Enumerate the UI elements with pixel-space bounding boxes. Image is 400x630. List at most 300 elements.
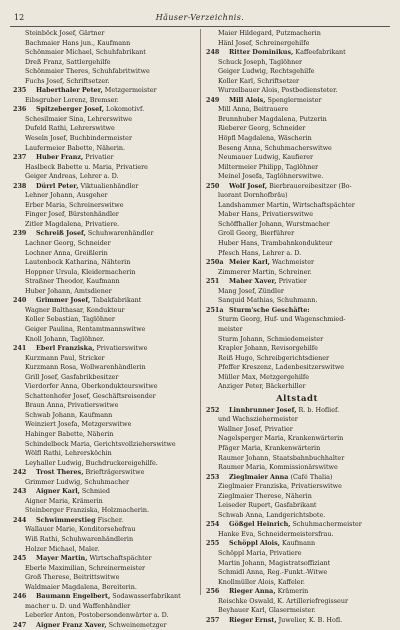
resident-line	[206, 549, 388, 559]
resident-line	[206, 144, 388, 154]
resident-line	[13, 268, 195, 278]
house-entry	[206, 520, 388, 530]
resident-line	[13, 354, 195, 364]
resident-text: Krapler Johann, Revisorgehilfe	[218, 344, 318, 353]
owner-occupation: Metzgermeister	[102, 86, 157, 95]
resident-text: Geiger Ludwig, Rechtsgehilfe	[218, 67, 315, 76]
resident-text: Meinel Josefa, Taglöhnerswitwe.	[218, 172, 324, 181]
resident-text: Groß Therese, Beitrittswitwe	[25, 573, 120, 582]
resident-text: Sturm Johann, Schmiedemeister	[218, 334, 324, 343]
owner-text	[13, 554, 195, 564]
resident-line	[206, 134, 388, 144]
resident-text: Maber Hans, Privatierswitwe	[218, 210, 314, 219]
resident-line	[206, 105, 388, 115]
resident-line	[13, 449, 195, 459]
house-entry	[13, 592, 195, 602]
house-number: 248	[206, 48, 220, 57]
owner-text	[13, 86, 195, 96]
house-entry	[13, 487, 195, 497]
resident-text: Beyhauer Karl, Glasermeister.	[218, 606, 316, 615]
house-number: 249	[206, 95, 220, 104]
house-entry	[13, 554, 195, 564]
owner-text	[13, 468, 195, 478]
resident-text: Lochner Anna, Greißlerin	[25, 248, 108, 257]
resident-line	[206, 220, 388, 230]
resident-line	[13, 611, 195, 621]
resident-text: Wiß Rathi, Schuhwarenhändlerin	[25, 534, 134, 543]
resident-text: Anziger Peter, Bäckerhiller	[218, 382, 306, 391]
resident-text: Mill Anna, Beitrauere	[218, 105, 289, 114]
resident-text: Maier Hildegard, Putzmacherin	[218, 29, 321, 37]
owner-name: Maher Xaver,	[229, 277, 277, 286]
resident-line	[13, 535, 195, 545]
house-entry	[206, 616, 388, 626]
resident-line	[206, 425, 388, 435]
resident-text: Mang Josef, Zündler	[218, 286, 284, 295]
resident-text: Kurzmann Paul, Stricker	[25, 353, 105, 362]
house-number: 256	[206, 587, 220, 596]
resident-text: Rieberer Georg, Schneider	[218, 124, 306, 133]
resident-line	[13, 172, 195, 182]
owner-occupation: Tabakfabrikant	[90, 296, 142, 305]
house-number: 254	[206, 520, 220, 529]
house-number: 251	[206, 277, 220, 286]
house-number: 240	[13, 296, 27, 305]
resident-line	[13, 144, 195, 154]
owner-text	[206, 616, 388, 626]
house-entry	[13, 105, 195, 115]
resident-line	[206, 201, 388, 211]
owner-name: Sturm'sche Geschäfte:	[229, 305, 310, 314]
house-entry	[206, 48, 388, 58]
house-number: 252	[206, 405, 220, 414]
resident-line	[13, 96, 195, 106]
resident-line	[206, 86, 388, 96]
resident-text: Martin Johann, Magistratsoffiziant	[218, 558, 331, 567]
resident-line	[206, 511, 388, 521]
resident-line	[13, 392, 195, 402]
resident-line	[206, 172, 388, 182]
resident-text: Wallner Josef, Privatier	[218, 424, 293, 433]
owner-occupation: Schmied	[79, 487, 110, 496]
resident-line	[206, 58, 388, 68]
owner-name: Baumann Engelbert,	[36, 592, 111, 601]
owner-occupation: Kaufmann	[279, 539, 316, 548]
resident-text: Wallauer Marie, Konditorsehefrau	[25, 525, 136, 534]
resident-text: Reischke Oswald, K. Artilleriefregisseur	[218, 596, 349, 605]
house-number: 250a	[206, 258, 224, 267]
resident-text: Lehner Johann, Ausgeher	[25, 191, 108, 200]
resident-line	[13, 201, 195, 211]
house-entry	[206, 587, 388, 597]
resident-text: Braun Anna, Privatierswitwe	[25, 401, 119, 410]
page-header	[10, 12, 390, 27]
resident-line	[13, 124, 195, 134]
resident-text: Haslbeck Babette u. Maria, Privatiere	[25, 162, 148, 171]
resident-text: Höpfl Magdalena, Wäscherin	[218, 134, 312, 143]
resident-text: Zimmerer Martin, Schreiner.	[218, 267, 312, 276]
resident-line	[13, 29, 195, 39]
owner-occupation: Lokomotivf.	[103, 105, 145, 114]
house-number: 244	[13, 515, 27, 524]
resident-line	[206, 77, 388, 87]
resident-line	[206, 382, 388, 392]
owner-occupation: Schweinemetzger	[106, 620, 167, 629]
house-number: 250	[206, 181, 220, 190]
owner-text	[206, 587, 388, 597]
resident-text: Bachmaier Hans jun., Kaufmann	[25, 38, 131, 47]
resident-line	[206, 415, 388, 425]
resident-line	[13, 115, 195, 125]
resident-text: Steinböck Josef, Gärtner	[25, 29, 105, 37]
resident-text: Schöffhaller Johann, Wurstmacher	[218, 219, 330, 228]
resident-line	[13, 239, 195, 249]
resident-text: Hänl Josef, Schreinergehilfe	[218, 38, 310, 47]
column-divider	[200, 29, 201, 595]
resident-line	[13, 48, 195, 58]
house-number: 235	[13, 86, 27, 95]
owner-name: Trost Theres,	[36, 468, 84, 477]
resident-line	[206, 354, 388, 364]
resident-line	[13, 506, 195, 516]
resident-text: Dreß Franz, Sattlergehilfe	[25, 57, 111, 66]
resident-line	[13, 401, 195, 411]
owner-text	[206, 473, 388, 483]
house-entry	[206, 258, 388, 268]
resident-line	[206, 124, 388, 134]
resident-text: Waldmaier Magdalena, Bereiterin.	[25, 582, 137, 591]
resident-text: Reiß Hugo, Schreibgerichtsdiener	[218, 353, 330, 362]
house-entry	[13, 182, 195, 192]
owner-name: Linnbrunner Josef,	[229, 405, 297, 414]
resident-line	[13, 440, 195, 450]
house-number: 242	[13, 468, 27, 477]
resident-line	[206, 315, 388, 325]
resident-line	[206, 335, 388, 345]
resident-text: Pfesch Hans, Lehrer a. D.	[218, 248, 302, 257]
resident-text: Schöppl Maria, Privatiere	[218, 548, 302, 557]
house-entry	[13, 468, 195, 478]
owner-name: Schreiß Josef,	[36, 229, 86, 238]
house-entry	[206, 539, 388, 549]
resident-line	[13, 163, 195, 173]
resident-line	[13, 315, 195, 325]
resident-text: Wurzelbauer Alois, Postbediensteter.	[218, 86, 338, 95]
resident-line	[206, 373, 388, 383]
resident-line	[206, 239, 388, 249]
house-number: 241	[13, 344, 27, 353]
owner-text	[13, 105, 195, 115]
resident-text: Hoppner Ursula, Kleidermacherin	[25, 267, 136, 276]
owner-occupation: Juwelier, K. B. Hofl.	[276, 615, 343, 624]
resident-line	[206, 444, 388, 454]
resident-line	[13, 335, 195, 345]
resident-text: Nagelsperger Maria, Krankenwärterin	[218, 434, 344, 443]
resident-text: Schesilmaier Sina, Lehrerswitwe	[25, 114, 133, 123]
resident-text: Landshammer Martin, Wirtschaftspächter	[218, 200, 355, 209]
resident-line	[13, 478, 195, 488]
resident-text: Groll Georg, Bierführer	[218, 229, 295, 238]
resident-text: Zieglmaier Therese, Näherin	[218, 491, 312, 500]
resident-text: Koller Sebastian, Taglöhner	[25, 315, 115, 324]
resident-text: Zieglmaier Franziska, Privatierswitwe	[218, 482, 342, 491]
resident-text: Steinberger Franziska, Holzmacherin.	[25, 506, 150, 515]
house-entry	[206, 277, 388, 287]
resident-text: Müller Max, Metzgergehilfe	[218, 372, 310, 381]
house-entry	[206, 406, 388, 416]
resident-line	[13, 249, 195, 259]
resident-text: Wölfl Rathi, Lehrersköchin	[25, 449, 112, 458]
resident-text: Sturm Georg, Huf- und Wagenschmied-	[218, 315, 346, 324]
resident-line	[13, 220, 195, 230]
owner-name: Wolf Josef,	[229, 181, 268, 190]
house-entry	[206, 96, 388, 106]
owner-occupation: Schuhwarenhändler	[85, 229, 154, 238]
resident-line	[13, 77, 195, 87]
resident-text: Straßner Theodor, Kaufmann	[25, 277, 120, 286]
resident-text: Pfeffer Kreszenz, Ladenbesitzerswitwe	[218, 363, 345, 372]
house-entry	[13, 296, 195, 306]
owner-name: Mayer Martin,	[36, 554, 88, 563]
resident-text: Leiseder Rupert, Gasfabrikant	[218, 501, 317, 510]
resident-text: Koller Karl, Schriftsetzer	[218, 76, 300, 85]
resident-line	[13, 411, 195, 421]
resident-text: Schmidl Anna, Reg.-Funkt.-Witwe	[218, 568, 328, 577]
house-number: 238	[13, 181, 27, 190]
owner-name: Rieger Anna,	[229, 587, 276, 596]
resident-text: Hanke Eva, Schneidermeistersfrau.	[218, 529, 334, 538]
resident-line	[13, 459, 195, 469]
resident-text: Weseln Josef, Buchbindermeister	[25, 134, 133, 143]
owner-occupation: Privatierswitwe	[94, 344, 148, 353]
resident-text: Sanquid Mathias, Schuhmann.	[218, 296, 318, 305]
resident-line	[13, 420, 195, 430]
resident-line	[206, 268, 388, 278]
resident-line	[13, 497, 195, 507]
owner-name: Aigner Karl,	[36, 487, 80, 496]
section-heading: Altstadt	[276, 393, 318, 404]
resident-line	[13, 134, 195, 144]
owner-text	[206, 96, 388, 106]
house-number: 246	[13, 592, 27, 601]
resident-line	[13, 602, 195, 612]
resident-text: Grimmer Ludwig, Schuhmacher	[25, 477, 130, 486]
resident-line	[206, 363, 388, 373]
resident-line	[13, 363, 195, 373]
owner-occupation: Krämerin	[275, 587, 309, 596]
resident-line	[13, 258, 195, 268]
right-column	[206, 29, 388, 625]
owner-name: Gößgel Heinrich,	[229, 520, 291, 529]
resident-text: Raumer Johann, Staatsbahnbuchhalter	[218, 453, 345, 462]
owner-occupation: Kaffeefabrikant	[293, 48, 346, 57]
resident-text: Grill Josef, Gasfabrikbesitzer	[25, 372, 119, 381]
resident-text: Schwab Anna, Landgerichtsbote.	[218, 510, 326, 519]
house-entry	[13, 153, 195, 163]
house-number: 251a	[206, 305, 224, 314]
resident-line	[13, 191, 195, 201]
resident-line	[206, 210, 388, 220]
resident-line	[206, 463, 388, 473]
resident-line	[206, 501, 388, 511]
page-number: 12	[14, 13, 25, 22]
left-column	[13, 29, 195, 630]
owner-text	[206, 277, 388, 287]
resident-line	[206, 153, 388, 163]
resident-text: Leyhaller Ludwig, Buchdruckereigehilfe.	[25, 458, 158, 467]
resident-line	[206, 249, 388, 259]
resident-text: Beseng Anna, Schuhmacherswitwe	[218, 143, 332, 152]
owner-name: Ritter Dominikus,	[229, 48, 294, 57]
resident-text: Lachner Georg, Schneider	[25, 239, 111, 248]
house-entry	[206, 473, 388, 483]
resident-line	[13, 573, 195, 583]
resident-line	[13, 277, 195, 287]
house-entry	[13, 621, 195, 630]
resident-line	[206, 568, 388, 578]
owner-name: Aigner Franz Xaver,	[36, 620, 107, 629]
resident-line	[13, 58, 195, 68]
owner-occupation: Viktualienhändler	[78, 181, 139, 190]
owner-name: Meier Karl,	[229, 258, 270, 267]
owner-text	[13, 487, 195, 497]
resident-line	[13, 287, 195, 297]
owner-text	[206, 182, 388, 192]
owner-text	[13, 229, 195, 239]
house-number: 237	[13, 153, 27, 162]
resident-text: Finger Josef, Bürstenhändler	[25, 210, 119, 219]
resident-line	[206, 39, 388, 49]
owner-text	[206, 520, 388, 530]
resident-text: Schwab Johann, Kaufmann	[25, 410, 113, 419]
resident-text: Geiger Paulina, Rentamtmannswitwe	[25, 324, 146, 333]
owner-occupation: Wachmeister	[269, 258, 315, 267]
house-entry	[206, 182, 388, 192]
resident-line	[13, 545, 195, 555]
resident-text: Vierdorfer Anna, Oberkondukteurswitwe	[25, 382, 158, 391]
owner-name: Zieglmaier Anna	[229, 472, 289, 481]
resident-line	[13, 430, 195, 440]
owner-text	[13, 592, 195, 602]
resident-text: Erber Maria, Schreinerswitwe	[25, 200, 124, 209]
resident-text: Geiger Andreas, Lehrer a. D.	[25, 172, 119, 181]
house-number: 247	[13, 620, 27, 629]
resident-text: Fuchs Josef, Schriftsetzer.	[25, 76, 110, 85]
resident-text: luorant Dornhofbräu)	[218, 191, 288, 200]
resident-text: Schuck Joseph, Taglöhner	[218, 57, 303, 66]
resident-line	[13, 210, 195, 220]
resident-line	[206, 434, 388, 444]
owner-occupation: Privatier	[83, 153, 114, 162]
house-number: 257	[206, 615, 220, 624]
owner-name: Mill Alois,	[229, 95, 266, 104]
owner-name: Haberthaler Peter,	[36, 86, 103, 95]
resident-line	[13, 67, 195, 77]
owner-occupation: (Café Thalia)	[288, 472, 333, 481]
resident-line	[206, 559, 388, 569]
resident-line	[206, 530, 388, 540]
resident-text: Lautenbock Katharina, Nähterin	[25, 258, 131, 267]
house-entry	[13, 229, 195, 239]
resident-line	[13, 382, 195, 392]
owner-text	[206, 258, 388, 268]
resident-text: und Wachsziehermeister	[218, 415, 298, 424]
resident-text: Leberler Anton, Postobersondenwärter a. D.	[25, 611, 169, 620]
resident-line	[206, 115, 388, 125]
resident-line	[206, 492, 388, 502]
resident-line	[13, 325, 195, 335]
resident-line	[206, 287, 388, 297]
resident-text: Miltermeier Philipp, Taglöhner	[218, 162, 319, 171]
owner-text	[13, 153, 195, 163]
resident-text: Schindelbeck Maria, Gerichtsvollzieherswitwe	[25, 439, 176, 448]
resident-line	[206, 606, 388, 616]
resident-line	[13, 306, 195, 316]
resident-text: Habinger Babette, Näherin	[25, 429, 114, 438]
resident-text: Pfäger Maria, Krankenwärterin	[218, 443, 321, 452]
resident-text: Aigner Maria, Krämerin	[25, 496, 103, 505]
owner-text	[13, 296, 195, 306]
resident-line	[206, 578, 388, 588]
owner-occupation: Schuhmachermeister	[290, 520, 362, 529]
resident-line	[13, 39, 195, 49]
resident-text: Weinziert Josefa, Metzgerswitwe	[25, 420, 132, 429]
resident-text: Huber Johann, Amtsdiener	[25, 286, 112, 295]
owner-name: Eberl Franziska,	[36, 344, 95, 353]
owner-occupation: Sodawasserfabrikant	[110, 592, 181, 601]
owner-name: Rieger Ernst,	[229, 615, 277, 624]
resident-text: Huber Hans, Trambahnkondukteur	[218, 239, 333, 248]
resident-text: Holzer Michael, Maler.	[25, 544, 100, 553]
resident-text: Knollmüller Alois, Kaffeler.	[218, 577, 305, 586]
resident-text: Schattenhofer Josef, Geschäftsreisender	[25, 391, 156, 400]
owner-occupation: Privatier	[276, 277, 307, 286]
resident-line	[206, 325, 388, 335]
resident-text: Zitler Magdalena, Privatiere.	[25, 219, 120, 228]
owner-text	[206, 306, 388, 316]
resident-line	[206, 482, 388, 492]
owner-name: Schwimmerstieg	[36, 515, 96, 524]
owner-occupation: Wirtschaftspächter	[87, 554, 152, 563]
resident-line	[206, 229, 388, 239]
owner-occupation: Bierbrauereibesitzer (Bo-	[267, 181, 352, 190]
owner-text	[206, 406, 388, 416]
house-number: 253	[206, 472, 220, 481]
resident-text: Wagner Balthasar, Kondukteur	[25, 305, 125, 314]
resident-line	[206, 296, 388, 306]
resident-text: macher u. D. und Waffenhändler	[25, 601, 131, 610]
owner-text	[13, 344, 195, 354]
resident-line	[206, 67, 388, 77]
owner-text	[206, 539, 388, 549]
owner-name: Spitzeberger Josef,	[36, 105, 104, 114]
owner-text	[13, 516, 195, 526]
resident-line	[206, 454, 388, 464]
resident-text: Neumauer Ludwig, Kaufierer	[218, 153, 314, 162]
owner-name: Huber Franz,	[36, 153, 84, 162]
resident-line	[206, 29, 388, 39]
owner-occupation: Briefträgerswitwe	[83, 468, 145, 477]
house-number: 245	[13, 554, 27, 563]
owner-name: Dürrl Peter,	[36, 181, 79, 190]
resident-text: Kurzmann Rosa, Wollwarenhändlerin	[25, 363, 146, 372]
house-entry	[13, 344, 195, 354]
resident-text: Eibsgruber Lorenz, Bremser.	[25, 95, 119, 104]
owner-occupation: Spenglermeister	[265, 95, 322, 104]
resident-line	[13, 525, 195, 535]
owner-name: Schöppl Alois,	[229, 539, 280, 548]
resident-text: Raumer Maria, Kommissionärswitwe	[218, 463, 338, 472]
